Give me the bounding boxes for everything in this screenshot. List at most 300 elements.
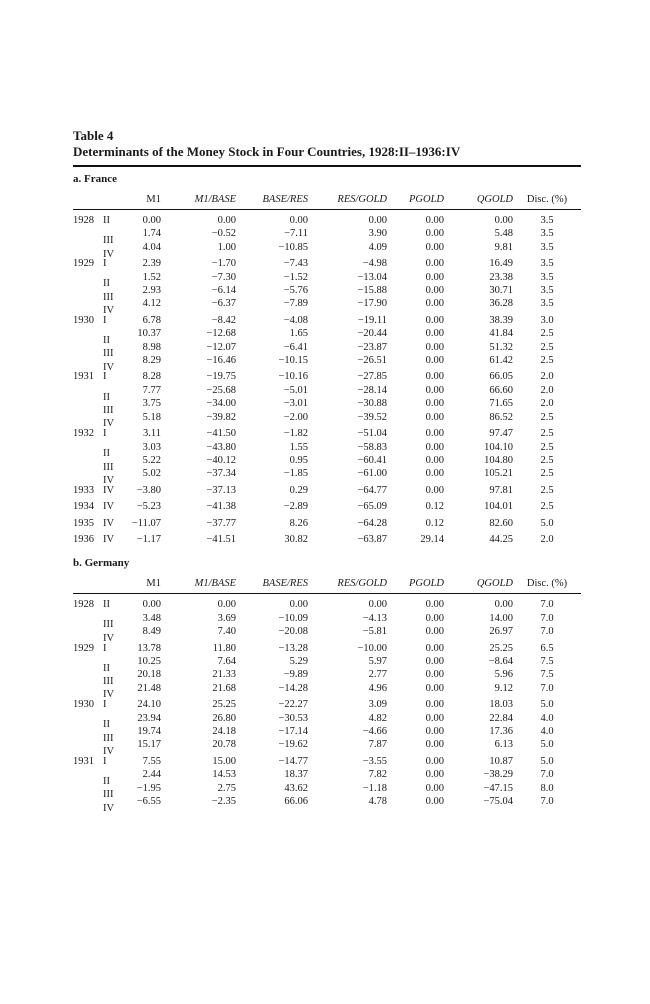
year-cell	[73, 454, 119, 473]
value-cell: −1.70	[211, 258, 236, 270]
year-group	[73, 639, 581, 701]
value-cell: −37.34	[206, 468, 236, 480]
value-cell: 7.82	[368, 769, 387, 781]
value-cell: 2.5	[540, 484, 554, 496]
period-header	[73, 573, 119, 594]
table-row	[73, 725, 581, 738]
quarter-label: II	[103, 719, 110, 731]
value-cell: −39.82	[206, 411, 236, 423]
data-table	[73, 189, 581, 546]
year-label: 1933	[73, 484, 94, 496]
top-rule	[73, 165, 581, 167]
value-cell: −1.52	[283, 271, 308, 283]
table-row	[73, 424, 581, 440]
value-cell: 30.82	[284, 533, 308, 545]
value-cell: 26.97	[489, 626, 513, 638]
value-cell: −16.46	[206, 355, 236, 367]
value-cell: 3.5	[540, 271, 554, 283]
year-cell	[73, 341, 119, 360]
year-cell	[73, 725, 119, 744]
value-cell: 23.94	[137, 712, 161, 724]
quarter-label: II	[103, 662, 110, 674]
quarter-label: II	[103, 215, 110, 226]
value-cell: 0.00	[368, 215, 387, 226]
value-cell: 104.01	[484, 501, 513, 513]
value-cell: −26.51	[357, 355, 387, 367]
column-header: M1	[119, 189, 161, 210]
year-group	[73, 497, 581, 513]
year-cell	[73, 481, 119, 497]
value-cell: −4.98	[362, 258, 387, 270]
value-cell: −7.43	[283, 258, 308, 270]
value-cell: −64.28	[357, 517, 387, 529]
quarter-label: IV	[103, 632, 115, 644]
year-group	[73, 695, 581, 758]
quarter-label: IV	[103, 475, 115, 487]
value-cell: 8.49	[142, 626, 161, 638]
value-cell: −22.27	[278, 699, 308, 711]
table-row	[73, 284, 581, 297]
quarter-label: IV	[103, 746, 115, 758]
table-row	[73, 297, 581, 310]
value-cell: 8.28	[142, 371, 161, 383]
year-label: 1934	[73, 501, 94, 513]
value-cell: 3.0	[540, 314, 554, 326]
column-header: Disc. (%)	[513, 573, 581, 594]
value-cell: −51.04	[357, 428, 387, 440]
value-cell: −6.55	[136, 796, 161, 808]
year-label: 1931	[73, 371, 94, 383]
value-cell: −8.64	[488, 655, 513, 667]
value-cell: 0.00	[425, 384, 444, 396]
value-cell: 4.78	[368, 796, 387, 808]
value-cell: 0.00	[142, 215, 161, 226]
value-cell: 0.00	[217, 215, 236, 226]
year-cell	[73, 367, 119, 383]
value-cell: −28.14	[357, 384, 387, 396]
table-row	[73, 497, 581, 513]
value-cell: 0.00	[425, 655, 444, 667]
value-cell: 17.36	[489, 726, 513, 737]
value-cell: 10.87	[489, 755, 513, 767]
value-cell: −6.14	[211, 285, 236, 297]
value-cell: 0.00	[425, 285, 444, 297]
table-row	[73, 655, 581, 668]
year-group	[73, 481, 581, 497]
value-cell: −1.82	[283, 428, 308, 440]
value-cell: 82.60	[489, 517, 513, 529]
table-row	[73, 530, 581, 546]
value-cell: −19.75	[206, 371, 236, 383]
value-cell: 4.0	[540, 726, 554, 737]
value-cell: 105.21	[484, 468, 513, 480]
value-cell: 3.5	[540, 241, 554, 253]
value-cell: 5.22	[142, 454, 161, 466]
table-row	[73, 752, 581, 768]
value-cell: −1.18	[362, 782, 387, 794]
quarter-label: III	[103, 348, 114, 360]
table-row	[73, 227, 581, 240]
table-row	[73, 639, 581, 655]
quarter-label: I	[103, 314, 107, 326]
value-cell: 0.00	[425, 782, 444, 794]
value-cell: 0.00	[425, 258, 444, 270]
table-row	[73, 514, 581, 530]
value-cell: 71.65	[489, 398, 513, 410]
value-cell: −6.41	[283, 341, 308, 353]
value-cell: −7.11	[284, 228, 308, 240]
value-cell: 7.77	[142, 384, 161, 396]
value-cell: 0.00	[425, 484, 444, 496]
quarter-label: I	[103, 258, 107, 270]
value-cell: 3.75	[142, 398, 161, 410]
year-cell	[73, 752, 119, 768]
value-cell: 22.84	[489, 712, 513, 724]
value-cell: −20.44	[357, 328, 387, 340]
value-cell: 0.00	[425, 271, 444, 283]
quarter-label: II	[103, 448, 110, 460]
value-cell: 0.00	[425, 468, 444, 480]
value-cell: 0.00	[425, 215, 444, 226]
table-row	[73, 454, 581, 467]
value-cell: 1.74	[142, 228, 161, 240]
value-cell: 0.00	[425, 298, 444, 310]
value-cell: 2.77	[368, 669, 387, 681]
value-cell: −34.00	[206, 398, 236, 410]
year-cell	[73, 327, 119, 346]
value-cell: 5.18	[142, 411, 161, 423]
table-page	[73, 128, 581, 814]
table-row	[73, 354, 581, 367]
value-cell: −37.13	[206, 484, 236, 496]
section-title: a. France	[73, 173, 117, 185]
quarter-label: I	[103, 699, 107, 711]
value-cell: 3.90	[368, 228, 387, 240]
column-header: RES/GOLD	[308, 573, 387, 594]
year-cell	[73, 514, 119, 530]
table-row	[73, 682, 581, 695]
value-cell: 7.5	[540, 669, 554, 681]
value-cell: 3.11	[143, 428, 161, 440]
value-cell: 8.0	[540, 782, 554, 794]
value-cell: 0.00	[425, 739, 444, 751]
quarter-label: III	[103, 291, 114, 303]
value-cell: 2.5	[540, 341, 554, 353]
table-row	[73, 625, 581, 638]
value-cell: −11.07	[131, 517, 161, 529]
year-group	[73, 210, 581, 260]
value-cell: 0.00	[142, 599, 161, 611]
year-cell	[73, 411, 119, 430]
value-cell: 7.40	[217, 626, 236, 638]
value-cell: 2.0	[540, 371, 554, 383]
value-cell: −2.00	[283, 411, 308, 423]
value-cell: −13.28	[278, 642, 308, 654]
value-cell: −4.13	[362, 612, 387, 624]
column-header: RES/GOLD	[308, 189, 387, 210]
quarter-label: II	[103, 599, 110, 611]
value-cell: 8.29	[142, 355, 161, 367]
value-cell: 0.00	[425, 241, 444, 253]
year-group	[73, 594, 581, 644]
value-cell: −5.23	[136, 501, 161, 513]
value-cell: 4.96	[368, 682, 387, 694]
year-cell	[73, 467, 119, 487]
value-cell: −14.77	[278, 755, 308, 767]
quarter-label: IV	[103, 517, 115, 529]
value-cell: −19.11	[357, 314, 387, 326]
value-cell: 0.00	[425, 682, 444, 694]
quarter-label: IV	[103, 361, 115, 373]
year-cell	[73, 311, 119, 327]
table-row	[73, 712, 581, 725]
value-cell: −10.15	[278, 355, 308, 367]
value-cell: 2.5	[540, 355, 554, 367]
value-cell: 7.5	[540, 655, 554, 667]
value-cell: 11.80	[212, 642, 236, 654]
value-cell: 19.74	[137, 726, 161, 737]
value-cell: 29.14	[420, 533, 444, 545]
value-cell: 0.00	[425, 341, 444, 353]
year-group	[73, 514, 581, 530]
value-cell: 66.06	[284, 796, 308, 808]
quarter-label: I	[103, 371, 107, 383]
value-cell: 7.0	[540, 612, 554, 624]
value-cell: 26.80	[212, 712, 236, 724]
value-cell: −1.17	[136, 533, 161, 545]
value-cell: 2.44	[142, 769, 161, 781]
year-cell	[73, 639, 119, 655]
value-cell: −37.77	[206, 517, 236, 529]
table-row	[73, 481, 581, 497]
value-cell: 5.0	[540, 755, 554, 767]
value-cell: −25.68	[206, 384, 236, 396]
column-header: PGOLD	[387, 573, 444, 594]
value-cell: 0.00	[425, 398, 444, 410]
table-title: Determinants of the Money Stock in Four Countries, 1928:II–1936:IV	[73, 144, 461, 159]
quarter-label: I	[103, 642, 107, 654]
value-cell: 23.38	[489, 271, 513, 283]
value-cell: 5.96	[494, 669, 513, 681]
table-row	[73, 271, 581, 284]
value-cell: −5.76	[283, 285, 308, 297]
quarter-label: II	[103, 391, 110, 403]
table-label: Table 4	[73, 128, 114, 143]
value-cell: 0.00	[494, 215, 513, 226]
value-cell: 6.78	[142, 314, 161, 326]
table-row	[73, 594, 581, 612]
value-cell: 4.04	[142, 241, 161, 253]
quarter-label: II	[103, 334, 110, 346]
table-row	[73, 441, 581, 454]
value-cell: 104.10	[484, 441, 513, 453]
value-cell: 21.48	[137, 682, 161, 694]
value-cell: 38.39	[489, 314, 513, 326]
value-cell: −65.09	[357, 501, 387, 513]
value-cell: 20.78	[212, 739, 236, 751]
value-cell: 15.00	[212, 755, 236, 767]
year-label: 1928	[73, 599, 94, 611]
value-cell: 3.5	[540, 285, 554, 297]
quarter-label: III	[103, 732, 114, 744]
table-row	[73, 341, 581, 354]
value-cell: 0.12	[425, 501, 444, 513]
value-cell: −20.08	[278, 626, 308, 638]
value-cell: −38.29	[483, 769, 513, 781]
value-cell: −43.80	[206, 441, 236, 453]
value-cell: 14.53	[212, 769, 236, 781]
value-cell: 2.5	[540, 454, 554, 466]
value-cell: 1.52	[142, 271, 161, 283]
value-cell: 2.5	[540, 468, 554, 480]
year-group	[73, 254, 581, 317]
value-cell: −4.66	[362, 726, 387, 737]
value-cell: −41.50	[206, 428, 236, 440]
value-cell: −13.04	[357, 271, 387, 283]
column-header: Disc. (%)	[513, 189, 581, 210]
value-cell: −10.85	[278, 241, 308, 253]
table-row	[73, 782, 581, 795]
year-cell	[73, 782, 119, 801]
quarter-label: IV	[103, 501, 115, 513]
value-cell: −60.41	[357, 454, 387, 466]
column-header: M1/BASE	[161, 573, 236, 594]
value-cell: −1.95	[136, 782, 161, 794]
value-cell: 8.98	[142, 341, 161, 353]
table-row	[73, 311, 581, 327]
value-cell: 0.00	[494, 599, 513, 611]
year-cell	[73, 612, 119, 631]
value-cell: 0.00	[425, 328, 444, 340]
value-cell: 2.75	[217, 782, 236, 794]
year-cell	[73, 210, 119, 228]
value-cell: 0.00	[425, 769, 444, 781]
value-cell: 0.00	[217, 599, 236, 611]
value-cell: 3.5	[540, 215, 554, 226]
quarter-label: III	[103, 235, 114, 247]
year-label: 1930	[73, 699, 94, 711]
year-cell	[73, 227, 119, 247]
quarter-label: IV	[103, 533, 115, 545]
table-row	[73, 241, 581, 254]
year-cell	[73, 354, 119, 373]
year-cell	[73, 668, 119, 688]
value-cell: −27.85	[357, 371, 387, 383]
value-cell: 24.18	[212, 726, 236, 737]
quarter-label: II	[103, 278, 110, 290]
value-cell: −1.85	[283, 468, 308, 480]
quarter-label: III	[103, 404, 114, 416]
value-cell: 2.93	[142, 285, 161, 297]
column-header: BASE/RES	[236, 573, 308, 594]
period-header	[73, 189, 119, 210]
value-cell: 3.69	[217, 612, 236, 624]
value-cell: −17.14	[278, 726, 308, 737]
year-group	[73, 752, 581, 814]
value-cell: 0.29	[289, 484, 308, 496]
value-cell: 5.0	[540, 699, 554, 711]
value-cell: 2.5	[540, 428, 554, 440]
value-cell: 3.09	[368, 699, 387, 711]
table-row	[73, 668, 581, 681]
value-cell: 41.84	[489, 328, 513, 340]
year-label: 1932	[73, 428, 94, 440]
column-header: M1	[119, 573, 161, 594]
data-table	[73, 573, 581, 814]
value-cell: −47.15	[483, 782, 513, 794]
column-header: QGOLD	[444, 189, 513, 210]
value-cell: 2.5	[540, 441, 554, 453]
year-cell	[73, 682, 119, 701]
value-cell: 3.5	[540, 258, 554, 270]
value-cell: −3.80	[136, 484, 161, 496]
value-cell: 21.33	[212, 669, 236, 681]
value-cell: 2.0	[540, 533, 554, 545]
value-cell: 0.00	[425, 454, 444, 466]
value-cell: −2.35	[211, 796, 236, 808]
value-cell: 13.78	[137, 642, 161, 654]
value-cell: −2.89	[283, 501, 308, 513]
value-cell: 0.00	[425, 355, 444, 367]
value-cell: −5.81	[362, 626, 387, 638]
value-cell: −17.90	[357, 298, 387, 310]
quarter-label: IV	[103, 418, 115, 430]
year-group	[73, 311, 581, 373]
year-cell	[73, 384, 119, 403]
column-header: M1/BASE	[161, 189, 236, 210]
quarter-label: III	[103, 461, 114, 473]
value-cell: 2.39	[142, 258, 161, 270]
quarter-label: IV	[103, 689, 115, 701]
value-cell: 2.0	[540, 384, 554, 396]
year-cell	[73, 497, 119, 513]
year-label: 1930	[73, 314, 94, 326]
value-cell: −12.68	[206, 328, 236, 340]
year-cell	[73, 594, 119, 612]
value-cell: −10.16	[278, 371, 308, 383]
column-header-row	[73, 573, 581, 594]
value-cell: 97.47	[489, 428, 513, 440]
value-cell: −6.37	[211, 298, 236, 310]
value-cell: 5.02	[142, 468, 161, 480]
value-cell: −64.77	[357, 484, 387, 496]
value-cell: −4.08	[283, 314, 308, 326]
quarter-label: IV	[103, 248, 115, 260]
value-cell: −7.89	[283, 298, 308, 310]
quarter-label: IV	[103, 305, 115, 317]
value-cell: 66.60	[489, 384, 513, 396]
year-cell	[73, 768, 119, 787]
value-cell: 2.5	[540, 328, 554, 340]
value-cell: −9.89	[283, 669, 308, 681]
year-cell	[73, 712, 119, 731]
value-cell: 20.18	[137, 669, 161, 681]
value-cell: 0.00	[425, 441, 444, 453]
table-row	[73, 768, 581, 781]
year-label: 1929	[73, 258, 94, 270]
value-cell: 30.71	[489, 285, 513, 297]
year-cell	[73, 424, 119, 440]
value-cell: 10.37	[137, 328, 161, 340]
value-cell: −12.07	[206, 341, 236, 353]
value-cell: 2.0	[540, 398, 554, 410]
value-cell: 7.0	[540, 626, 554, 638]
quarter-label: III	[103, 619, 114, 631]
table-row	[73, 367, 581, 383]
column-header-row	[73, 189, 581, 210]
quarter-label: II	[103, 775, 110, 787]
value-cell: 18.37	[284, 769, 308, 781]
